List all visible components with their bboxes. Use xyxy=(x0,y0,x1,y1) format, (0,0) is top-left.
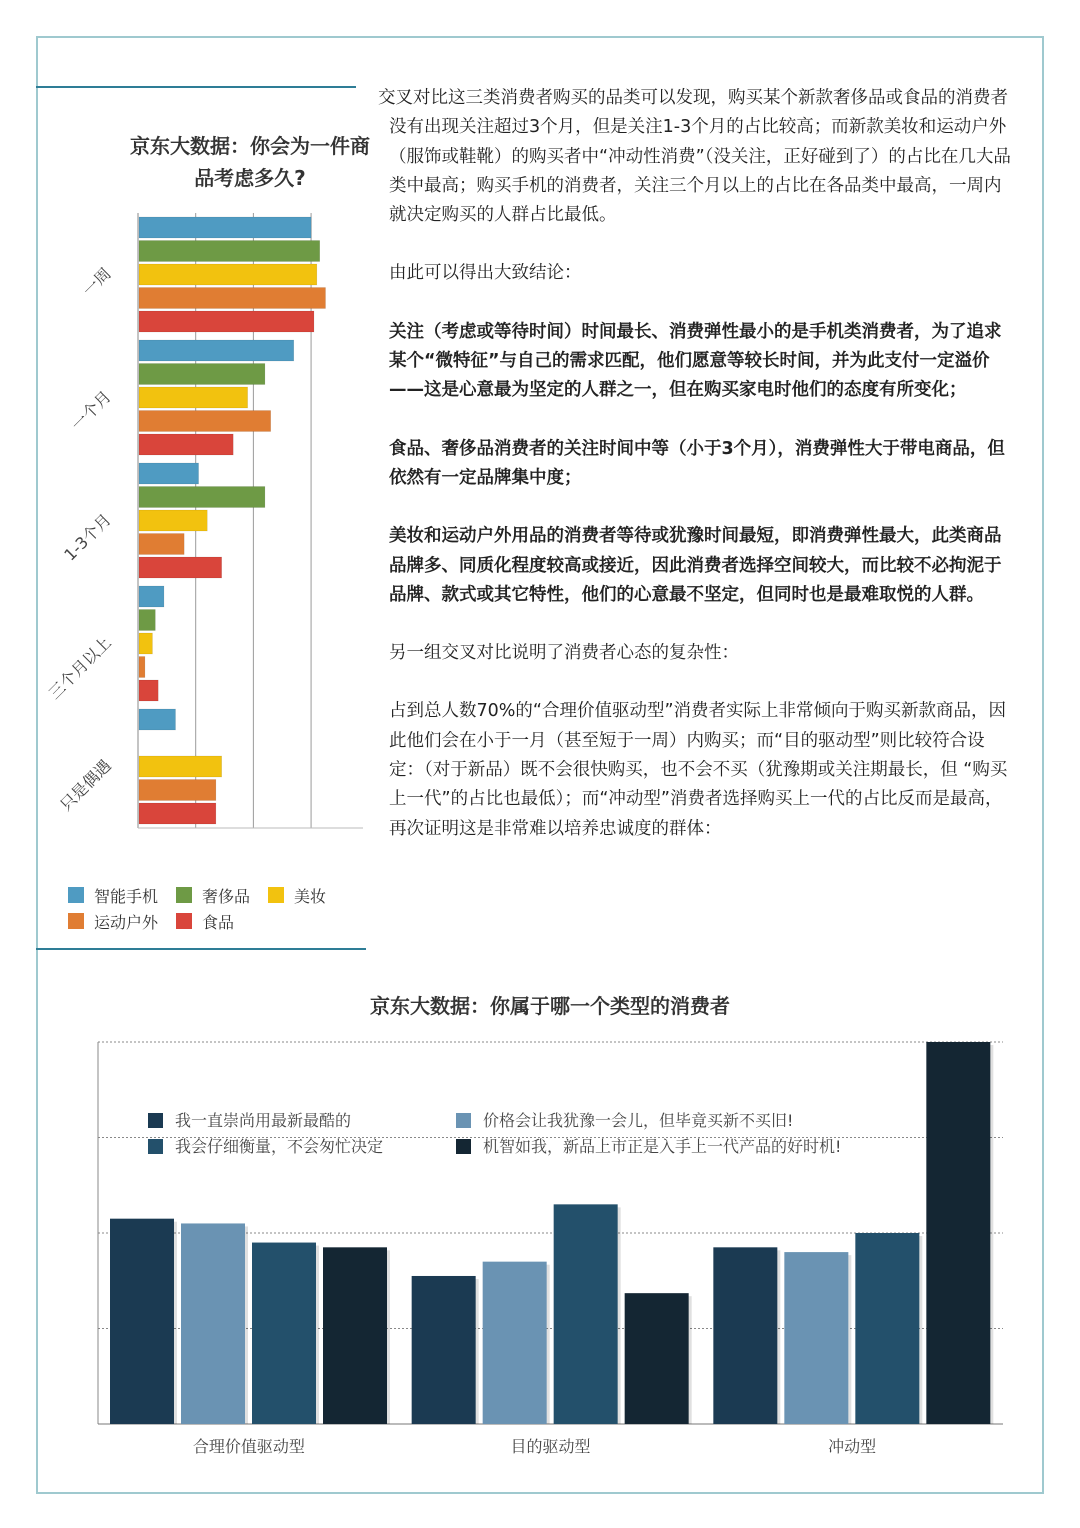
legend-swatch xyxy=(176,913,192,929)
bar xyxy=(139,387,248,408)
category-label: 只是偶遇 xyxy=(56,755,115,815)
bar xyxy=(483,1262,547,1424)
bar xyxy=(926,1042,990,1424)
legend-swatch xyxy=(176,887,192,903)
bar xyxy=(139,534,184,555)
legend-item xyxy=(176,882,250,908)
bar xyxy=(139,340,294,361)
legend-swatch xyxy=(268,887,284,903)
bar xyxy=(139,586,164,607)
category-label: 一个月 xyxy=(67,386,115,435)
bar xyxy=(139,657,145,678)
bar xyxy=(784,1252,848,1424)
bar xyxy=(139,311,314,332)
bar xyxy=(139,803,216,824)
legend-swatch xyxy=(68,913,84,929)
bar xyxy=(855,1233,919,1424)
bar xyxy=(139,434,233,455)
legend-label: 美妆 xyxy=(294,886,327,906)
bar xyxy=(139,288,326,309)
consideration-time-chart xyxy=(30,205,370,835)
category-label: 1-3个月 xyxy=(60,509,115,565)
article-paragraph: 关注（考虑或等待时间）时间最长、消费弹性最小的是手机类消费者，为了追求某个“微特征”与自己的需求匹配，他们愿意等较长时间，并为此支付一定溢价——这是心意最为坚定的人群之一，但在购买家电时他们的态度有所变化； xyxy=(389,321,1002,401)
bar xyxy=(139,463,199,484)
bar xyxy=(139,241,320,262)
category-label: 三个月以上 xyxy=(44,632,115,703)
legend-item xyxy=(176,908,234,934)
legend-label: 食品 xyxy=(202,912,235,932)
bar xyxy=(625,1293,689,1424)
bar xyxy=(181,1223,245,1424)
legend-label: 我会仔细衡量，不会匆忙决定 xyxy=(175,1137,384,1156)
bar xyxy=(139,264,317,285)
bar xyxy=(139,610,155,631)
bar xyxy=(139,487,265,508)
article-paragraph: 另一组交叉对比说明了消费者心态的复杂性： xyxy=(389,643,739,664)
bar xyxy=(412,1276,476,1424)
bar xyxy=(139,510,207,531)
bar xyxy=(323,1247,387,1424)
bar xyxy=(110,1219,174,1424)
legend-swatch xyxy=(148,1113,163,1128)
bar xyxy=(139,364,265,385)
bar xyxy=(252,1243,316,1424)
bar xyxy=(139,709,176,730)
divider-bottom xyxy=(36,948,366,950)
bar xyxy=(139,633,152,654)
legend-swatch xyxy=(456,1139,471,1154)
bar xyxy=(139,680,158,701)
bar xyxy=(554,1204,618,1424)
article-body xyxy=(378,84,1018,873)
bar xyxy=(139,756,222,777)
legend-label: 我一直崇尚用最新最酷的 xyxy=(175,1111,352,1130)
legend-label: 奢侈品 xyxy=(202,886,251,906)
article-paragraph: 由此可以得出大致结论： xyxy=(389,263,582,284)
article-paragraph: 交叉对比这三类消费者购买的品类可以发现，购买某个新款奢侈品或食品的消费者没有出现关注超过3个月，但是关注1-3个月的占比较高；而新款美妆和运动户外（服饰或鞋靴）的购买者中“冲动性消费”（没关注，正好碰到了）的占比在几大品类中最高；购买手机的消费者，关注三个月以上的占比在各品类中最高，一周内就决定购买的人群占比最低。 xyxy=(378,88,1011,226)
article-paragraph: 美妆和运动户外用品的消费者等待或犹豫时间最短，即消费弹性最大，此类商品品牌多、同质化程度较高或接近，因此消费者选择空间较大，而比较不必拘泥于品牌、款式或其它特性，他们的心意最不坚定，但同时也是最难取悦的人群。 xyxy=(389,526,1002,605)
legend-item xyxy=(68,908,158,934)
legend-label: 机智如我，新品上市正是入手上一代产品的好时机! xyxy=(483,1137,842,1156)
legend-item xyxy=(68,882,158,908)
legend-swatch xyxy=(148,1139,163,1154)
bar xyxy=(139,411,271,432)
bar xyxy=(139,780,216,801)
legend-swatch xyxy=(68,887,84,903)
category-label: 目的驱动型 xyxy=(510,1437,591,1456)
bar xyxy=(139,557,222,578)
legend-label: 智能手机 xyxy=(94,886,159,906)
category-label: 合理价值驱动型 xyxy=(192,1437,305,1456)
category-label: 冲动型 xyxy=(828,1437,877,1456)
bottom-chart-title: 京东大数据：你属于哪一个类型的消费者 xyxy=(370,994,730,1018)
divider-top xyxy=(36,86,356,88)
legend-label: 价格会让我犹豫一会儿，但毕竟买新不买旧! xyxy=(483,1111,794,1130)
bar xyxy=(713,1247,777,1424)
bar xyxy=(139,217,311,238)
consumer-type-chart xyxy=(60,1030,1020,1470)
category-label: 一周 xyxy=(78,263,115,300)
article-paragraph: 食品、奢侈品消费者的关注时间中等（小于3个月），消费弹性大于带电商品，但依然有一定品牌集中度； xyxy=(389,438,1005,488)
article-paragraph: 占到总人数70%的“合理价值驱动型”消费者实际上非常倾向于购买新款商品，因此他们会在小于一月（甚至短于一周）内购买；而“目的驱动型”则比较符合设定：（对于新品）既不会很快购买，也不会不买（犹豫期或关注期最长，但 “购买上一代”的占比也最低）；而“冲动型”消费者选择购买上一代的占比反而是最高，再次证明这是非常难以培养忠诚度的群体： xyxy=(389,701,1008,839)
left-chart-title: 京东大数据：你会为一件商品考虑多久? xyxy=(130,134,370,190)
left-chart-legend xyxy=(68,882,368,934)
legend-label: 运动户外 xyxy=(94,912,159,932)
legend-swatch xyxy=(456,1113,471,1128)
legend-item xyxy=(268,882,326,908)
